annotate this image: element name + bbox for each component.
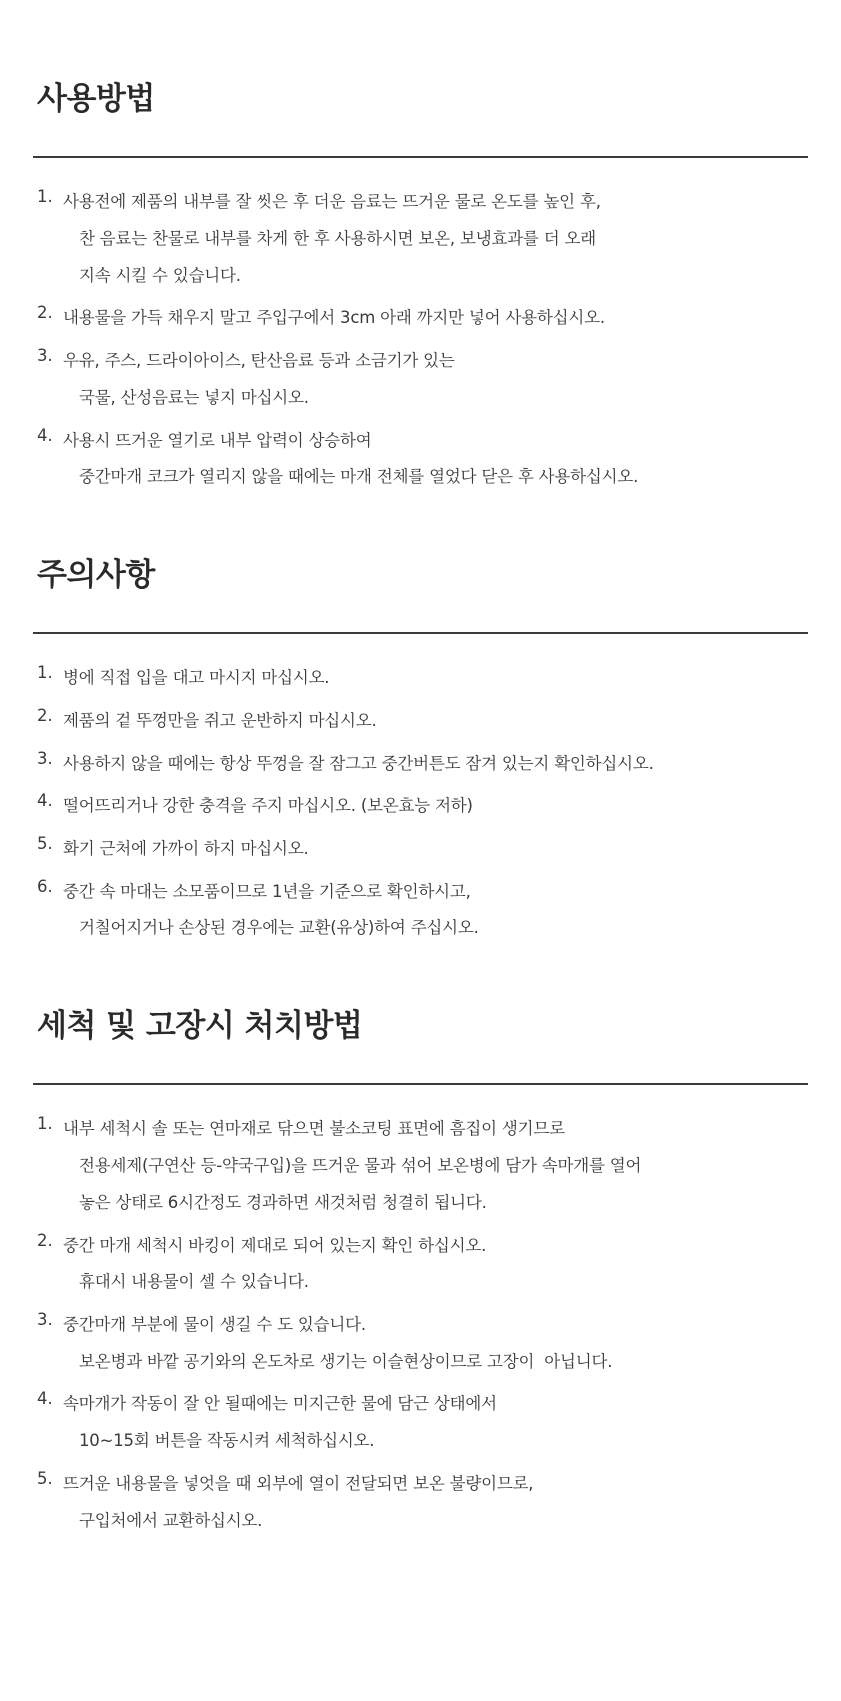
- list-item: [33, 831, 808, 868]
- list-item-number: 1.: [37, 1114, 53, 1134]
- list-item: [33, 184, 808, 294]
- list-item-number: 3.: [37, 1309, 53, 1329]
- list-item-line: 중간 마개 세척시 바킹이 제대로 되어 있는지 확인 하십시오.: [63, 1235, 487, 1255]
- list-item-text: [63, 660, 808, 697]
- list-item-line: 떨어뜨리거나 강한 충격을 주지 마십시오. (보온효능 저하): [63, 796, 473, 816]
- list-item-number: 5.: [37, 834, 53, 853]
- list-item: [33, 343, 808, 416]
- section-divider-usage: [33, 156, 808, 158]
- list-item-number: 5.: [37, 1468, 53, 1488]
- list-item-number: 4.: [37, 425, 53, 445]
- list-item: [33, 788, 808, 825]
- list-item-text: [63, 1386, 808, 1459]
- list-item-line: 거칠어지거나 손상된 경우에는 교환(유상)하여 주십시오.: [79, 918, 479, 938]
- list-item: [33, 703, 808, 740]
- list-item-line: 병에 직접 입을 대고 마시지 마십시오.: [63, 668, 330, 688]
- list-item-line: 사용시 뜨거운 열기로 내부 압력이 상승하여: [63, 430, 372, 450]
- section-heading-usage: 사용방법: [37, 80, 155, 117]
- list-item-line: 휴대시 내용물이 셀 수 있습니다.: [79, 1272, 309, 1292]
- list-item-number: 1.: [37, 187, 53, 207]
- list-item: [33, 660, 808, 697]
- list-item-text: [63, 1228, 808, 1301]
- list-item: [33, 423, 808, 496]
- list-item-text: [63, 1111, 808, 1221]
- list-item: [33, 1386, 808, 1459]
- list-item-line: 내부 세척시 솔 또는 연마재로 닦으면 불소코팅 표면에 흠집이 생기므로: [63, 1119, 565, 1139]
- list-item-number: 6.: [37, 876, 53, 896]
- list-item: [33, 1307, 808, 1380]
- list-item-line: 우유, 주스, 드라이아이스, 탄산음료 등과 소금기가 있는: [63, 351, 455, 371]
- list-item-number: 2.: [37, 1230, 53, 1250]
- list-item-line: 사용전에 제품의 내부를 잘 씻은 후 더운 음료는 뜨거운 물로 온도를 높인 후,: [63, 192, 601, 212]
- list-item-line: 국물, 산성음료는 넣지 마십시오.: [79, 387, 309, 407]
- list-item-line: 보온병과 바깥 공기와의 온도차로 생기는 이슬현상이므로 고장이 아닙니다.: [79, 1351, 613, 1371]
- list-item-text: [63, 703, 808, 740]
- list-item-line: 뜨거운 내용물을 넣엇을 때 외부에 열이 전달되면 보온 불량이므로,: [63, 1473, 534, 1493]
- list-item-number: 2.: [37, 303, 53, 323]
- list-item-text: [63, 874, 808, 947]
- list-item-number: 4.: [37, 791, 53, 811]
- list-item-line: 중간마개 코크가 열리지 않을 때에는 마개 전체를 열었다 닫은 후 사용하십시오.: [79, 467, 639, 487]
- list-item-text: [63, 423, 808, 496]
- list-item-line: 중간마개 부분에 물이 생길 수 도 있습니다.: [63, 1314, 366, 1334]
- caution-list: [33, 660, 808, 947]
- list-item-number: 4.: [37, 1389, 53, 1409]
- cleaning-list: [33, 1111, 808, 1539]
- section-spacer: [33, 953, 808, 967]
- list-item-line: 구입처에서 교환하십시오.: [79, 1510, 263, 1530]
- list-item-text: [63, 746, 808, 783]
- section-caution: [33, 542, 808, 948]
- list-item-line: 사용하지 않을 때에는 항상 뚜껑을 잘 잠그고 중간버튼도 잠겨 있는지 확인하십시오.: [63, 753, 654, 773]
- list-item-line: 속마개가 작동이 잘 안 될때에는 미지근한 물에 담근 상태에서: [63, 1394, 497, 1414]
- list-item-line: 중간 속 마대는 소모품이므로 1년을 기준으로 확인하시고,: [63, 881, 471, 901]
- section-heading-caution: 주의사항: [37, 556, 155, 593]
- list-item-line: 놓은 상태로 6시간정도 경과하면 새것처럼 청결히 됩니다.: [79, 1192, 487, 1212]
- list-item-text: [63, 1466, 808, 1539]
- list-item-number: 3.: [37, 346, 53, 366]
- list-item-line: 화기 근처에 가까이 하지 마십시오.: [63, 839, 309, 858]
- list-item-text: [63, 300, 808, 337]
- list-item-number: 2.: [37, 705, 53, 725]
- section-spacer: [33, 502, 808, 516]
- section-heading-cleaning: 세척 및 고장시 처치방법: [37, 1007, 363, 1044]
- list-item-line: 지속 시킬 수 있습니다.: [79, 265, 241, 285]
- list-item-line: 내용물을 가득 채우지 말고 주입구에서 3cm 아래 까지만 넣어 사용하십시오.: [63, 308, 605, 328]
- list-item: [33, 746, 808, 783]
- list-item: [33, 1228, 808, 1301]
- usage-list: [33, 184, 808, 496]
- list-item-text: [63, 788, 808, 825]
- section-usage: [33, 66, 808, 496]
- section-cleaning: [33, 993, 808, 1539]
- section-divider-caution: [33, 632, 808, 634]
- list-item-number: 3.: [37, 748, 53, 768]
- list-item: [33, 874, 808, 947]
- list-item-line: 10~15회 버튼을 작동시켜 세척하십시오.: [79, 1431, 375, 1451]
- list-item-text: [63, 184, 808, 294]
- section-divider-cleaning: [33, 1083, 808, 1085]
- list-item-text: [63, 343, 808, 416]
- list-item-text: [63, 831, 808, 868]
- list-item: [33, 1466, 808, 1539]
- list-item-text: [63, 1307, 808, 1380]
- list-item: [33, 1111, 808, 1221]
- list-item-line: 찬 음료는 찬물로 내부를 차게 한 후 사용하시면 보온, 보냉효과를 더 오래: [79, 228, 596, 248]
- list-item-line: 제품의 겉 뚜껑만을 쥐고 운반하지 마십시오.: [63, 710, 377, 730]
- list-item: [33, 300, 808, 337]
- list-item-number: 1.: [37, 663, 53, 683]
- list-item-line: 전용세제(구연산 등-약국구입)을 뜨거운 물과 섞어 보온병에 담가 속마개를 열어: [79, 1156, 642, 1176]
